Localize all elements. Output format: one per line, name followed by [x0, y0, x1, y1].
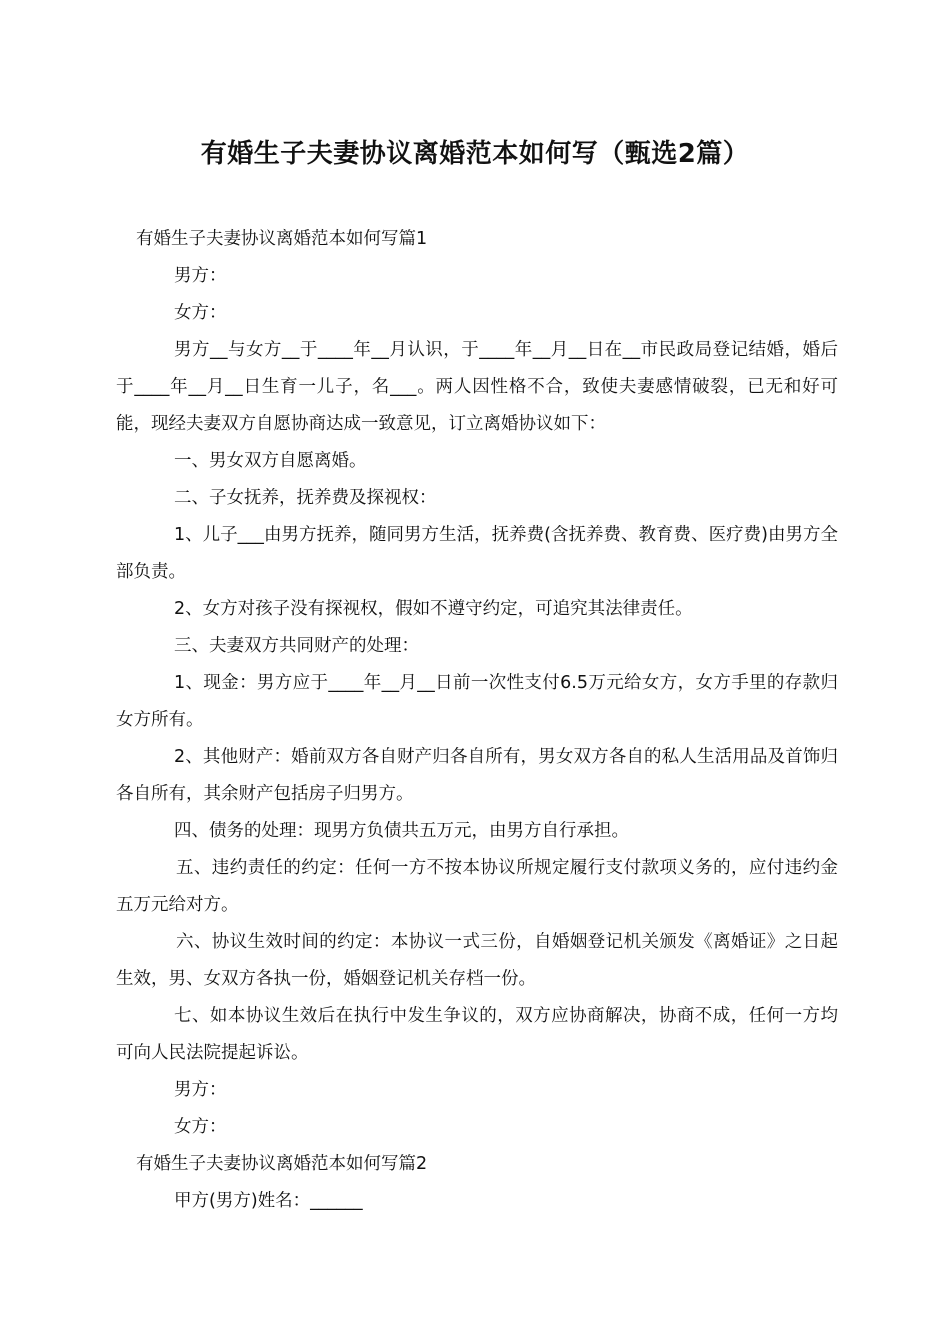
- paragraph: 男方：: [174, 266, 227, 286]
- paragraph: 四、债务的处理：现男方负债共五万元，由男方自行承担。: [174, 821, 629, 841]
- paragraph: 女方：: [174, 303, 227, 323]
- section-heading-2: 有婚生子夫妻协议离婚范本如何写篇2: [136, 1154, 428, 1174]
- paragraph: 七、如本协议生效后在执行中发生争议的，双方应协商解决，协商不成，任何一方均可向人民法院提起诉讼。: [116, 1006, 838, 1063]
- paragraph: 1、现金：男方应于____年__月__日前一次性支付6.5万元给女方，女方手里的存款归女方所有。: [116, 673, 838, 730]
- document-body: [116, 221, 838, 1220]
- paragraph: 二、子女抚养，抚养费及探视权：: [174, 488, 437, 508]
- paragraph: 2、女方对孩子没有探视权，假如不遵守约定，可追究其法律责任。: [174, 599, 693, 619]
- paragraph: 五、违约责任的约定：任何一方不按本协议所规定履行支付款项义务的，应付违约金五万元给对方。: [116, 858, 838, 915]
- section-heading-1: 有婚生子夫妻协议离婚范本如何写篇1: [136, 229, 428, 249]
- paragraph: 六、协议生效时间的约定：本协议一式三份，自婚姻登记机关颁发《离婚证》之日起生效，男、女双方各执一份，婚姻登记机关存档一份。: [116, 932, 838, 989]
- paragraph: 1、儿子___由男方抚养，随同男方生活，抚养费(含抚养费、教育费、医疗费)由男方全部负责。: [116, 525, 838, 582]
- paragraph: 女方：: [174, 1117, 227, 1137]
- paragraph: 一、男女双方自愿离婚。: [174, 451, 367, 471]
- paragraph: 男方__与女方__于____年__月认识，于____年__月__日在__市民政局登记结婚，婚后于____年__月__日生育一儿子，名___。两人因性格不合，致使夫妻感情破裂，已无和好可能，现经夫妻双方自愿协商达成一致意见，订立离婚协议如下：: [116, 340, 838, 434]
- paragraph: 甲方(男方)姓名：______: [174, 1191, 363, 1211]
- paragraph: 男方：: [174, 1080, 227, 1100]
- paragraph: 三、夫妻双方共同财产的处理：: [174, 636, 419, 656]
- document-title: 有婚生子夫妻协议离婚范本如何写（甄选2篇）: [200, 139, 750, 169]
- paragraph: 2、其他财产：婚前双方各自财产归各自所有，男女双方各自的私人生活用品及首饰归各自所有，其余财产包括房子归男方。: [116, 747, 838, 804]
